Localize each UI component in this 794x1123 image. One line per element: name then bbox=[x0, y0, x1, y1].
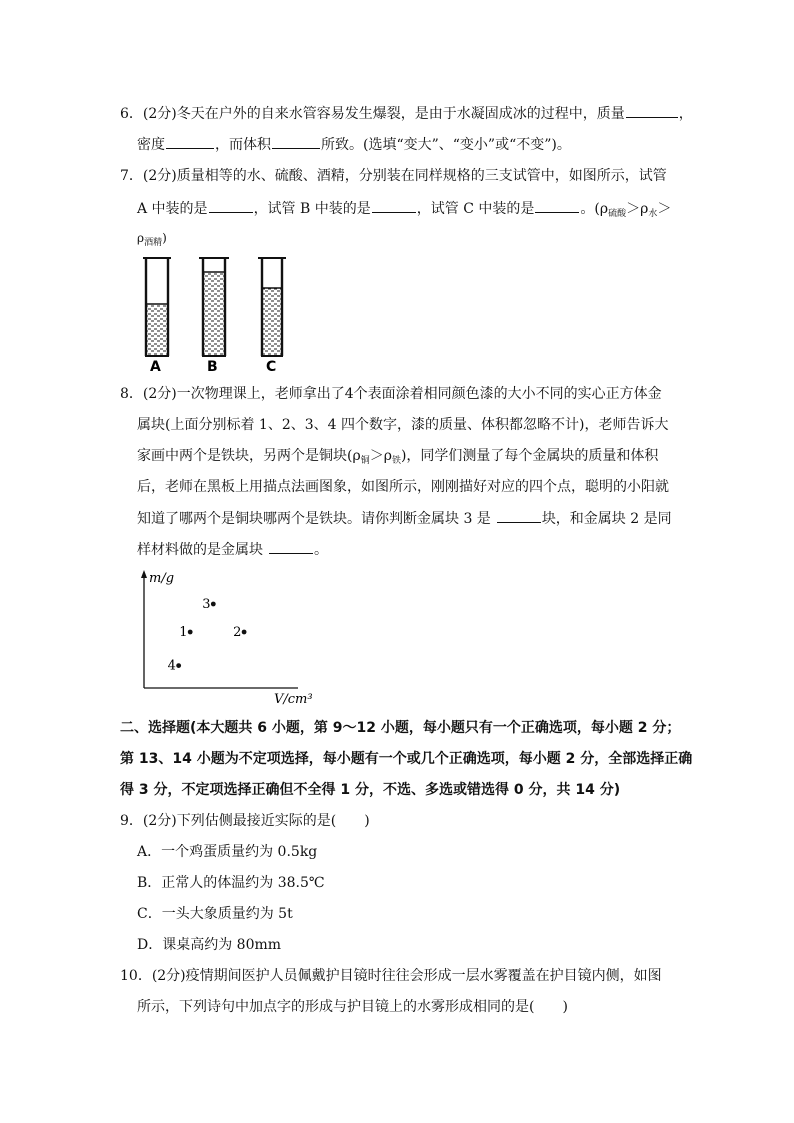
q9-stem: 9．(2分)下列估侧最接近实际的是( ) bbox=[120, 813, 370, 829]
chart-point-label-2: 2 bbox=[233, 625, 242, 640]
q8-line1: 8．(2分)一次物理课上，老师拿出了4个表面涂着相同颜色漆的大小不同的实心正方体金 bbox=[120, 386, 662, 402]
q6-line2 bbox=[137, 134, 571, 155]
chart-point-1 bbox=[188, 630, 193, 635]
q6-blank-volume[interactable] bbox=[272, 134, 320, 149]
y-axis-label: m/g bbox=[149, 571, 175, 586]
q7-text: ＞ρ bbox=[626, 201, 649, 217]
q9-option-c[interactable]: C．一头大象质量约为 5t bbox=[137, 906, 293, 922]
chart-point-label-1: 1 bbox=[179, 625, 188, 640]
chart-point-3 bbox=[211, 602, 216, 607]
q8-line6 bbox=[137, 539, 328, 560]
q7-blank-c[interactable] bbox=[535, 198, 579, 213]
q8-text: )，同学们测量了每个金属块的质量和体积 bbox=[400, 448, 659, 464]
chart-point-label-4: 4 bbox=[167, 658, 176, 674]
q8-text: 样材料做的是金属块 bbox=[137, 542, 263, 558]
q7-blank-a[interactable] bbox=[209, 198, 253, 213]
q8-text: 。 bbox=[314, 542, 328, 558]
q6-line1 bbox=[120, 103, 693, 124]
q7-text: ) bbox=[162, 231, 167, 245]
section2-line3: 得 3 分，不定项选择正确但不全得 1 分，不选、多选或错选得 0 分，共 14 分) bbox=[120, 782, 621, 798]
q7-line2 bbox=[137, 198, 671, 224]
mass-volume-chart bbox=[128, 562, 328, 706]
q7-text: ，试管 C 中装的是 bbox=[416, 201, 535, 217]
q10-line1: 10．(2分)疫情期间医护人员佩戴护目镜时往往会形成一层水雾覆盖在护目镜内侧，如图 bbox=[120, 968, 662, 984]
q6-text: 密度 bbox=[137, 137, 165, 153]
q8-blank-block2-same[interactable] bbox=[269, 539, 313, 554]
q8-text: 知道了哪两个是铜块哪两个是铁块。请你判断金属块 3 是 bbox=[137, 511, 491, 527]
y-axis-arrow-icon bbox=[141, 570, 147, 578]
q7-text: ＞ bbox=[657, 201, 672, 217]
section2-line2: 第 13、14 小题为不定项选择，每小题有一个或几个正确选项，每小题 2 分，全部选择正确 bbox=[120, 751, 693, 767]
tube-c bbox=[258, 258, 286, 356]
q7-text: ，试管 B 中装的是 bbox=[253, 201, 371, 217]
chart-points bbox=[168, 597, 247, 674]
q8-text: 家画中两个是铁块，另两个是铜块(ρ bbox=[137, 448, 361, 464]
tube-label-b: B bbox=[207, 359, 218, 374]
q9-option-a[interactable]: A．一个鸡蛋质量约为 0.5kg bbox=[137, 844, 318, 860]
q8-sub: 铁 bbox=[391, 456, 401, 466]
q6-blank-mass[interactable] bbox=[626, 103, 678, 118]
tube-label-c: C bbox=[266, 359, 277, 374]
x-axis-label: V/cm³ bbox=[274, 692, 313, 706]
q6-text: ，而体积 bbox=[215, 137, 271, 153]
tube-a bbox=[143, 258, 171, 356]
q8-line2: 属块(上面分别标着 1、2、3、4 四个数字，漆的质量、体积都忽略不计)，老师告诉大 bbox=[137, 417, 669, 433]
q7-sub: 水 bbox=[648, 209, 658, 219]
q9-option-b[interactable]: B．正常人的体温约为 38.5℃ bbox=[137, 875, 325, 891]
tube-b bbox=[199, 258, 229, 356]
q10-line2: 所示，下列诗句中加点字的形成与护目镜上的水雾形成相同的是( ) bbox=[137, 999, 568, 1015]
q8-line4: 后，老师在黑板上用描点法画图象，如图所示，刚刚描好对应的四个点，聪明的小阳就 bbox=[137, 479, 669, 495]
q7-line3 bbox=[137, 228, 167, 253]
q6-text: 所致。(选填“变大”、“变小”或“不变”)。 bbox=[321, 137, 571, 153]
q7-text: A 中装的是 bbox=[137, 201, 208, 217]
q8-text: 块，和金属块 2 是同 bbox=[541, 511, 672, 527]
q8-sub: 铜 bbox=[360, 456, 370, 466]
section2-line1: 二、选择题(本大题共 6 小题，第 9～12 小题，每小题只有一个正确选项，每小题 2 分； bbox=[120, 720, 681, 736]
q7-sub: 酒精 bbox=[144, 238, 163, 248]
q7-line1: 7．(2分)质量相等的水、硫酸、酒精，分别装在同样规格的三支试管中，如图所示，试管 bbox=[120, 168, 667, 184]
q6-text: 6．(2分)冬天在户外的自来水管容易发生爆裂，是由于水凝固成冰的过程中，质量 bbox=[120, 106, 625, 122]
chart-point-4 bbox=[176, 663, 181, 668]
q7-text: ρ bbox=[137, 231, 145, 245]
q6-blank-density[interactable] bbox=[166, 134, 214, 149]
chart-point-2 bbox=[242, 630, 247, 635]
q9-option-d[interactable]: D．课桌高约为 80mm bbox=[137, 937, 282, 953]
test-tubes-figure bbox=[136, 252, 306, 374]
q7-text: 。(ρ bbox=[580, 201, 609, 217]
q8-line5 bbox=[137, 508, 672, 529]
q8-text: ＞ρ bbox=[369, 448, 392, 464]
chart-point-label-3: 3 bbox=[202, 597, 211, 612]
q7-blank-b[interactable] bbox=[372, 198, 416, 213]
q8-blank-block3[interactable] bbox=[497, 508, 541, 523]
q8-line3 bbox=[137, 446, 658, 471]
tube-label-a: A bbox=[150, 359, 161, 374]
q7-sub: 硫酸 bbox=[608, 209, 627, 219]
q6-text: ， bbox=[678, 106, 693, 122]
